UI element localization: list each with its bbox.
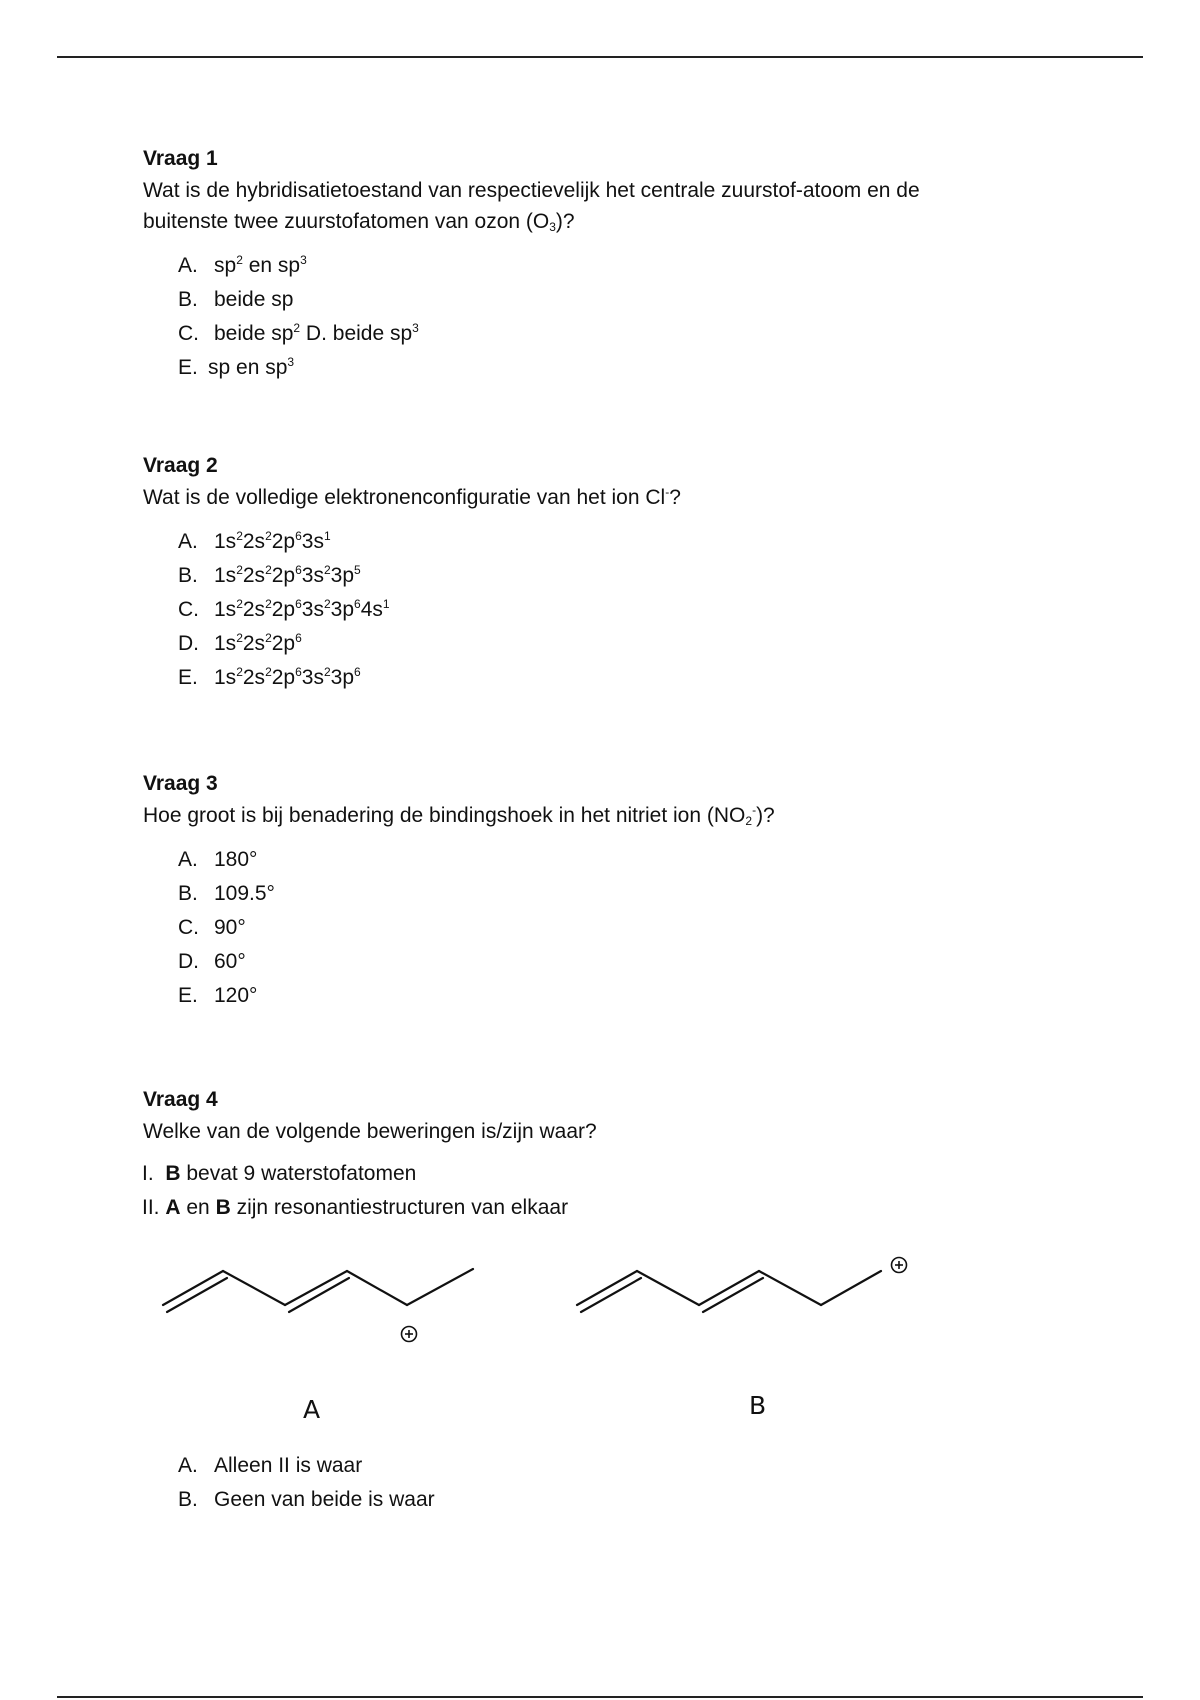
text-segment: Hoe groot is bij benadering de bindingshoek in het nitriet ion (NO xyxy=(143,804,746,827)
question-text xyxy=(143,482,1093,513)
electron-count: 5 xyxy=(354,563,361,577)
option-a[interactable] xyxy=(178,525,1093,559)
electron-count: 6 xyxy=(295,597,302,611)
option-text: D. beide sp xyxy=(300,322,413,345)
option-letter: A. xyxy=(178,1454,198,1477)
option-letter: A. xyxy=(178,848,198,871)
option-text: 90° xyxy=(214,916,246,939)
bottom-rule xyxy=(57,1696,1143,1698)
statement-text: zijn resonantiestructuren van elkaar xyxy=(230,1196,569,1219)
statement-number: I. xyxy=(142,1162,154,1185)
electron-count: 2 xyxy=(236,631,243,645)
option-c[interactable] xyxy=(178,593,1093,627)
question-3 xyxy=(143,770,1093,1013)
option-text: 60° xyxy=(214,950,246,973)
option-b[interactable] xyxy=(178,877,1093,911)
question-1 xyxy=(143,145,1093,385)
option-letter: E. xyxy=(178,356,198,379)
statement-text: en xyxy=(180,1196,216,1219)
question-text: Welke van de volgende beweringen is/zijn waar? xyxy=(143,1120,597,1143)
option-letter: B. xyxy=(178,564,198,587)
superscript: 3 xyxy=(300,253,307,267)
option-letter: C. xyxy=(178,916,199,939)
electron-count: 2 xyxy=(265,563,272,577)
option-text: Alleen II is waar xyxy=(214,1454,363,1477)
statement-bold: B xyxy=(215,1196,231,1219)
statement-number: II. xyxy=(142,1196,160,1219)
option-d[interactable] xyxy=(178,627,1093,661)
superscript: 3 xyxy=(287,355,295,369)
option-letter: B. xyxy=(178,288,198,311)
text-segment: ? xyxy=(669,486,681,509)
electron-count: 1 xyxy=(323,529,331,543)
question-4 xyxy=(143,1086,1093,1225)
option-letter: C. xyxy=(178,598,199,621)
orbital: 2p xyxy=(271,666,296,689)
electron-count: 2 xyxy=(236,563,243,577)
text-segment: )? xyxy=(555,210,575,233)
question-text xyxy=(143,800,1093,831)
subscript: 3 xyxy=(549,220,556,234)
electron-count: 2 xyxy=(323,665,331,679)
orbital: 2s xyxy=(242,564,266,587)
orbital: 2s xyxy=(242,598,266,621)
superscript: 2 xyxy=(236,253,243,267)
option-text: sp en sp xyxy=(208,356,288,379)
text-segment: Wat is de volledige elektronenconfiguratie van het ion Cl xyxy=(143,486,666,509)
orbital: 3s xyxy=(301,564,324,587)
superscript: - xyxy=(752,803,757,817)
electron-count: 2 xyxy=(265,597,272,611)
option-a[interactable] xyxy=(178,843,1093,877)
answer-options xyxy=(143,249,1093,385)
answer-options xyxy=(143,525,1093,695)
orbital: 2s xyxy=(242,632,266,655)
resonance-structures-figure xyxy=(145,1245,920,1440)
orbital: 2s xyxy=(242,666,266,689)
option-e[interactable] xyxy=(178,661,1093,695)
electron-count: 2 xyxy=(265,529,272,543)
structures-svg xyxy=(145,1245,920,1440)
question-4-answers xyxy=(143,1449,1093,1517)
orbital: 1s xyxy=(214,598,237,621)
option-text: 180° xyxy=(214,848,258,871)
electron-count: 1 xyxy=(382,597,390,611)
option-text: 109.5° xyxy=(214,882,275,905)
orbital: 3p xyxy=(330,666,355,689)
orbital: 1s xyxy=(214,564,237,587)
option-letter: B. xyxy=(178,882,198,905)
option-b[interactable] xyxy=(178,283,1093,317)
question-text xyxy=(143,175,1093,237)
electron-count: 2 xyxy=(236,665,243,679)
question-2 xyxy=(143,452,1093,695)
superscript: 3 xyxy=(412,321,419,335)
orbital: 2p xyxy=(271,530,296,553)
orbital: 2s xyxy=(242,530,266,553)
electron-count: 6 xyxy=(295,563,302,577)
answer-options xyxy=(143,843,1093,1013)
charge-icon xyxy=(892,1258,907,1273)
electron-count: 6 xyxy=(354,597,361,611)
question-title: Vraag 1 xyxy=(143,147,218,170)
superscript: 2 xyxy=(293,321,301,335)
structure-label-b: B xyxy=(749,1391,767,1420)
statement-text: bevat 9 waterstofatomen xyxy=(180,1162,417,1185)
option-letter: A. xyxy=(178,254,198,277)
option-text: en sp xyxy=(242,254,301,277)
option-text: beide sp xyxy=(214,322,294,345)
text-segment: )? xyxy=(756,804,775,827)
option-text: Geen van beide is waar xyxy=(214,1488,435,1511)
orbital: 2p xyxy=(271,564,296,587)
statement-bold: A xyxy=(165,1196,181,1219)
top-rule xyxy=(57,56,1143,58)
orbital: 3p xyxy=(330,564,355,587)
electron-count: 2 xyxy=(323,597,331,611)
option-b[interactable] xyxy=(178,1483,1093,1517)
electron-count: 2 xyxy=(236,597,243,611)
question-title: Vraag 4 xyxy=(143,1088,218,1111)
option-b[interactable] xyxy=(178,559,1093,593)
structure-a-skeleton xyxy=(163,1269,473,1312)
option-letter: D. xyxy=(178,632,199,655)
statement-1 xyxy=(142,1157,1093,1191)
option-e[interactable] xyxy=(178,979,1093,1013)
option-e[interactable] xyxy=(178,351,1093,385)
electron-count: 6 xyxy=(354,665,361,679)
question-text-line-2 xyxy=(143,206,1093,237)
option-letter: C. xyxy=(178,322,199,345)
statement-bold: B xyxy=(165,1162,181,1185)
electron-count: 2 xyxy=(265,631,272,645)
superscript: - xyxy=(665,485,670,499)
option-text: beide sp xyxy=(214,288,294,311)
text-segment: buitenste twee zuurstofatomen van ozon (O xyxy=(143,210,550,233)
option-c[interactable] xyxy=(178,911,1093,945)
electron-count: 6 xyxy=(295,529,302,543)
orbital: 3s xyxy=(301,530,324,553)
electron-count: 6 xyxy=(295,631,302,645)
statement-2 xyxy=(142,1191,1093,1225)
option-c[interactable] xyxy=(178,317,1093,351)
structure-label-a: A xyxy=(303,1395,321,1424)
answer-options xyxy=(143,1449,1093,1517)
orbital: 1s xyxy=(214,530,237,553)
option-letter: E. xyxy=(178,984,198,1007)
electron-count: 2 xyxy=(236,529,243,543)
charge-icon xyxy=(402,1327,417,1342)
orbital: 2p xyxy=(271,598,296,621)
electron-count: 2 xyxy=(323,563,331,577)
orbital: 2p xyxy=(271,632,296,655)
option-letter: E. xyxy=(178,666,198,689)
option-a[interactable] xyxy=(178,249,1093,283)
option-letter: B. xyxy=(178,1488,198,1511)
subscript: 2 xyxy=(745,814,753,828)
orbital: 1s xyxy=(214,632,237,655)
structure-b-skeleton xyxy=(577,1271,881,1312)
question-title: Vraag 3 xyxy=(143,772,218,795)
option-a[interactable] xyxy=(178,1449,1093,1483)
orbital: 3p xyxy=(330,598,355,621)
question-title: Vraag 2 xyxy=(143,454,218,477)
orbital: 4s xyxy=(360,598,383,621)
statements xyxy=(142,1157,1093,1225)
option-text: sp xyxy=(214,254,237,277)
option-letter: D. xyxy=(178,950,199,973)
electron-count: 2 xyxy=(265,665,272,679)
option-letter: A. xyxy=(178,530,198,553)
orbital: 1s xyxy=(214,666,237,689)
option-d[interactable] xyxy=(178,945,1093,979)
question-text-line-1: Wat is de hybridisatietoestand van respectievelijk het centrale zuurstof-atoom en de xyxy=(143,179,920,202)
orbital: 3s xyxy=(301,598,324,621)
electron-count: 6 xyxy=(295,665,302,679)
orbital: 3s xyxy=(301,666,324,689)
option-text: 120° xyxy=(214,984,258,1007)
